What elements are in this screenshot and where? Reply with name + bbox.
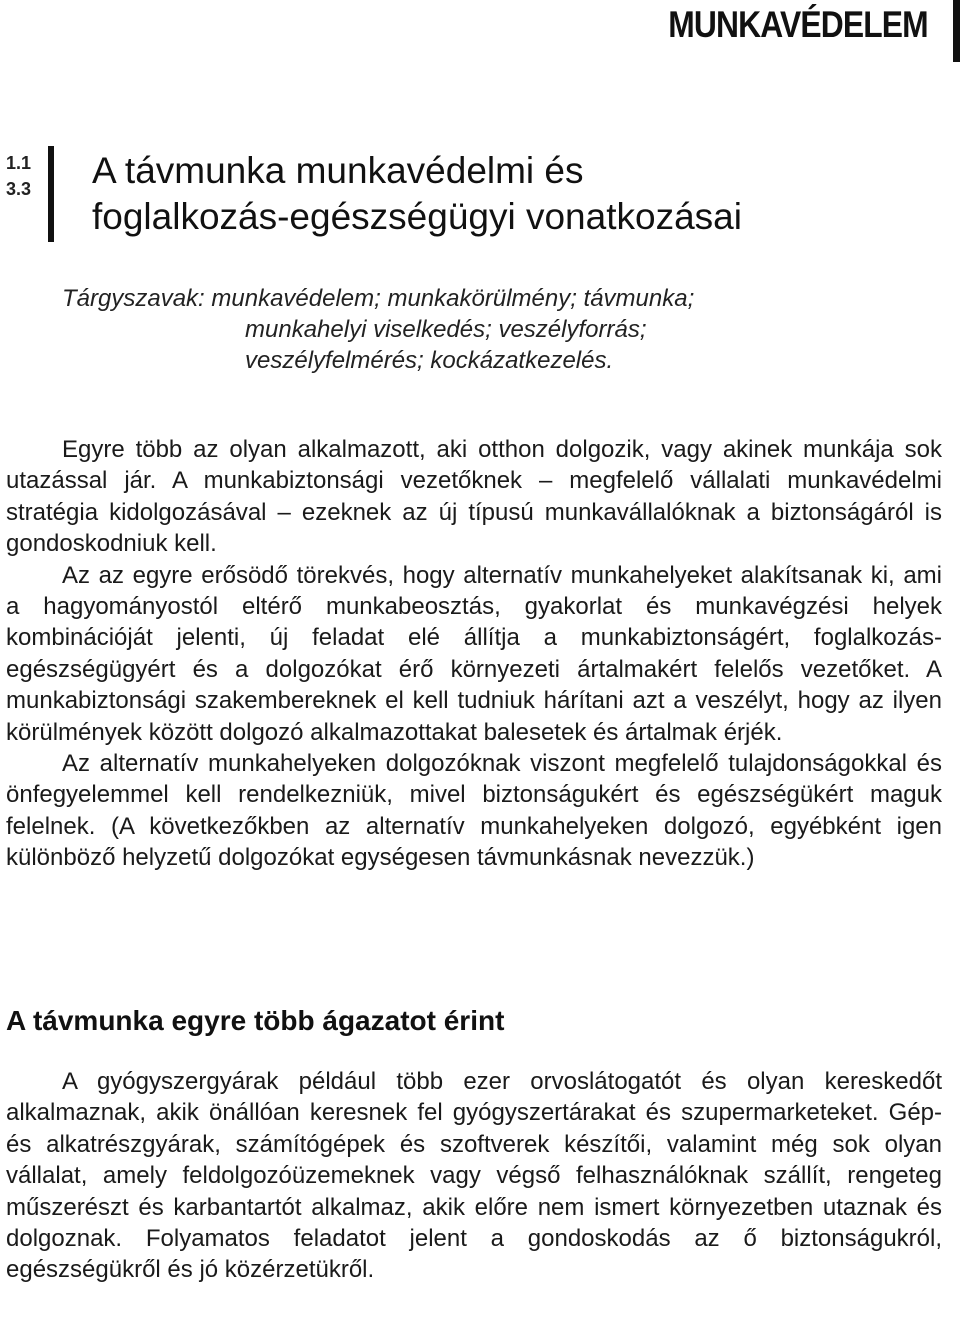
section-heading: A távmunka egyre több ágazatot érint	[6, 1005, 505, 1036]
section-text	[6, 1066, 942, 1286]
keywords-line: munkahelyi viselkedés; veszélyforrás;	[245, 316, 647, 343]
chapter-number: 1.1 3.3	[6, 153, 32, 199]
keywords-line: Tárgyszavak: munkavédelem; munkakörülmény; távmunka;	[62, 285, 695, 312]
intro-text	[6, 434, 942, 874]
intro-paragraph: Az az egyre erősödő törekvés, hogy alternatív munkahelyeket alakítsanak ki, ami a hagyományostól eltérő munkabeosztás, gyakorlat és munkavégzési helyek kombinációját jelenti, új feladat elé állítja a munkabiztonságért, foglalkozás-egészségügyért és a dolgozókat érő környezeti ártalmakért felelős vezetőket. A munkabiztonsági szakembereknek el kell tudniuk hárítani azt a veszélyt, hogy az ilyen körülmények között dolgozó alkalmazottakat balesetek és ártalmak érjék.	[6, 561, 942, 746]
running-header: MUNKAVÉDELEM	[668, 4, 928, 45]
intro-paragraph: Az alternatív munkahelyeken dolgozóknak viszont megfelelő tulajdonságokkal és önfegyelemmel kell rendelkezniük, mivel biztonságukért és egészségükért maguk felelnek. (A következőkben az alternatív munkahelyeken dolgozó, egyébként igen különböző helyzetű dolgozókat egységesen távmunkásnak nevezzük.)	[6, 750, 942, 872]
intro-paragraph: Egyre több az olyan alkalmazott, aki otthon dolgozik, vagy akinek munkája sok utazással jár. A munkabiztonsági vezetőknek – megfelelő vállalati munkavédelmi stratégia kidolgozásával – ezeknek az új típusú munkavállalóknak a biztonságáról is gondoskodniuk kell.	[6, 436, 942, 558]
keywords-block	[62, 283, 694, 376]
header-rule	[953, 0, 960, 62]
chapter-divider-bar	[48, 146, 54, 242]
section-paragraph: A gyógyszergyárak például több ezer orvoslátogatót és olyan kereskedőt alkalmaznak, akik önállóan keresnek fel gyógyszertárakat és szupermarketeket. Gép- és alkatrészgyárak, számítógépek és szoftverek készítői, valamint még sok olyan vállalat, amely feldolgozóüzemeknek vagy végső felhasználóknak szállít, rengeteg műszerészt és karbantartót alkalmaz, akik előre nem ismert környezetben utaznak és dolgoznak. Folyamatos feladatot jelent a gondoskodás az ő biztonságukról, egészségükről és jó közérzetükről.	[6, 1068, 942, 1284]
keywords-line: veszélyfelmérés; kockázatkezelés.	[245, 347, 614, 374]
page-title: A távmunka munkavédelmi és foglalkozás-egészségügyi vonatkozásai	[92, 150, 742, 237]
